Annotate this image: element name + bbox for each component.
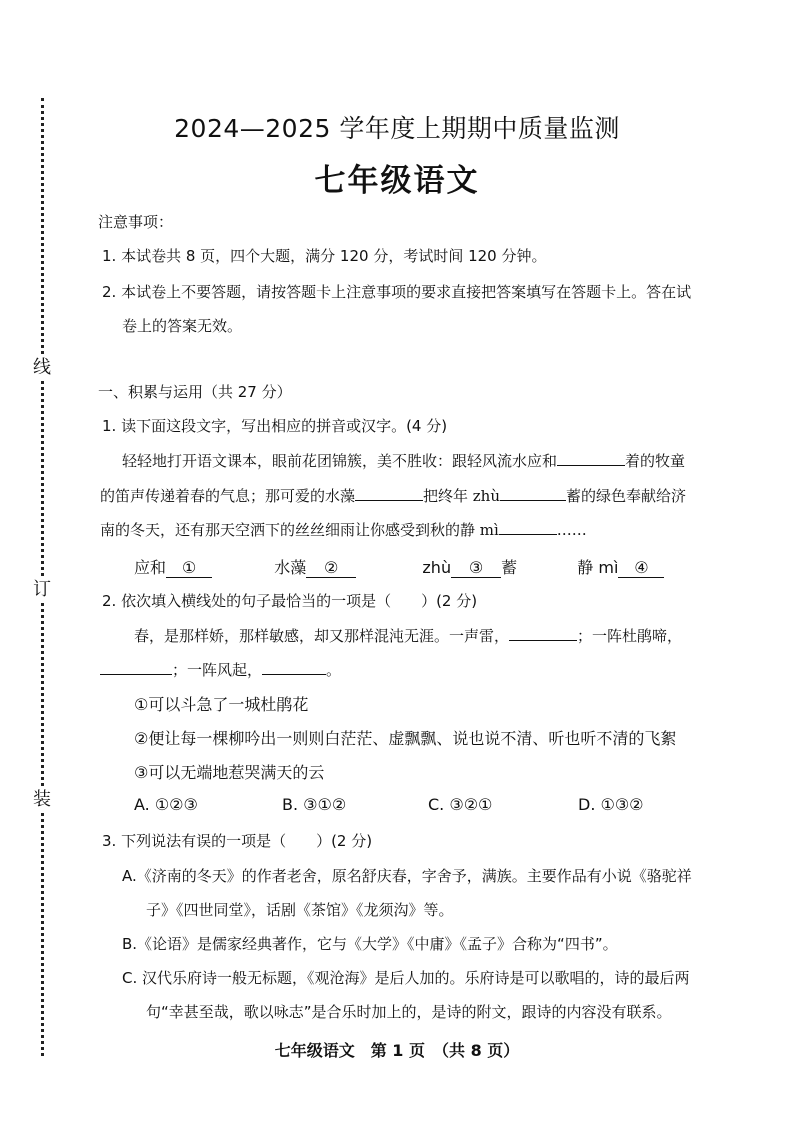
fill-number: ④ — [618, 559, 664, 578]
fill-label: zhù — [422, 558, 452, 577]
q1-prompt: 1. 读下面这段文字，写出相应的拼音或汉字。(4 分) — [102, 417, 448, 435]
q3-option-a-line1: A.《济南的冬天》的作者老舍，原名舒庆春，字舍予，满族。主要作品有小说《骆驼祥 — [122, 867, 692, 885]
q2-choice-c: C. ③②① — [428, 795, 493, 814]
q1-text: 南的冬天，还有那天空洒下的丝丝细雨让你感受到秋的静 mì — [100, 521, 499, 539]
answer-blank — [499, 519, 557, 535]
q3-option-c-line1: C. 汉代乐府诗一般无标题，《观沧海》是后人加的。乐府诗是可以歌唱的，诗的最后两 — [122, 969, 690, 987]
q1-text: 的笛声传递着春的气息；那可爱的水藻 — [100, 487, 356, 505]
fill-label: 水藻 — [274, 558, 307, 577]
fill-number: ① — [166, 559, 212, 578]
binding-label-ding: 订 — [30, 578, 54, 602]
q1-text: 蓄的绿色奉献给济 — [566, 487, 687, 505]
q2-option-1: ①可以斗急了一城杜鹃花 — [134, 695, 309, 714]
q2-text: ；一阵风起， — [172, 661, 263, 679]
fill-label: 静 mì — [577, 558, 619, 577]
answer-blank — [262, 659, 326, 675]
q2-text: ；一阵杜鹃啼， — [577, 627, 683, 645]
q1-text: 轻轻地打开语文课本，眼前花团锦簇，美不胜收：跟轻风流水应和 — [122, 452, 558, 470]
q1-passage-line3 — [100, 519, 587, 540]
fill-label: 蓄 — [501, 558, 518, 577]
q3-option-a-line2: 子》《四世同堂》，话剧《茶馆》《龙须沟》等。 — [146, 901, 454, 919]
exam-title: 2024—2025 学年度上期期中质量监测 — [174, 114, 620, 143]
q2-option-3: ③可以无端地惹哭满天的云 — [134, 763, 325, 782]
q3-option-b: B.《论语》是儒家经典著作，它与《大学》《中庸》《孟子》合称为“四书”。 — [122, 935, 618, 953]
notice-item-1: 1. 本试卷共 8 页，四个大题，满分 120 分，考试时间 120 分钟。 — [102, 247, 547, 265]
q1-passage-line1 — [122, 450, 685, 471]
exam-subject: 七年级语文 — [314, 163, 480, 199]
q1-text: …… — [556, 521, 587, 539]
q2-text: 。 — [326, 661, 342, 679]
answer-blank — [557, 450, 625, 466]
fill-number: ② — [306, 559, 356, 578]
notice-item-2-line2: 卷上的答案无效。 — [122, 317, 243, 335]
q1-text: 把终年 zhù — [423, 487, 501, 505]
q1-fill-row — [134, 555, 664, 578]
q2-choice-a: A. ①②③ — [134, 795, 198, 814]
q2-text: 春，是那样娇，那样敏感，却又那样混沌无涯。一声雷， — [134, 627, 510, 645]
q2-option-2: ②便让每一棵柳吟出一则则白茫茫、虚飘飘、说也说不清、听也听不清的飞絮 — [134, 729, 677, 748]
answer-blank — [355, 485, 423, 501]
notice-heading: 注意事项： — [98, 213, 174, 231]
q2-choice-b: B. ③①② — [282, 795, 347, 814]
q2-choice-d: D. ①③② — [578, 795, 644, 814]
answer-blank — [500, 485, 566, 501]
q1-text: 着的牧童 — [625, 452, 686, 470]
binding-label-xian: 线 — [30, 356, 54, 380]
answer-blank — [509, 625, 577, 641]
notice-item-2-line1: 2. 本试卷上不要答题，请按答题卡上注意事项的要求直接把答案填写在答题卡上。答在试 — [102, 283, 692, 301]
q3-prompt: 3. 下列说法有误的一项是（ ）(2 分) — [102, 832, 373, 850]
section-heading: 一、积累与运用（共 27 分） — [98, 383, 292, 401]
binding-label-zhuang: 装 — [30, 788, 54, 812]
answer-blank — [100, 659, 172, 675]
q2-prompt: 2. 依次填入横线处的句子最恰当的一项是（ ）(2 分) — [102, 592, 478, 610]
q2-passage-line1 — [134, 625, 682, 646]
binding-dotted-line — [41, 98, 44, 1056]
fill-label: 应和 — [134, 558, 167, 577]
q1-passage-line2 — [100, 485, 686, 506]
page-footer: 七年级语文 第 1 页 （共 8 页） — [274, 1041, 520, 1060]
q3-option-c-line2: 句“幸甚至哉，歌以咏志”是合乐时加上的，是诗的附文，跟诗的内容没有联系。 — [146, 1003, 672, 1021]
fill-number: ③ — [451, 559, 501, 578]
q2-passage-line2 — [100, 659, 341, 680]
